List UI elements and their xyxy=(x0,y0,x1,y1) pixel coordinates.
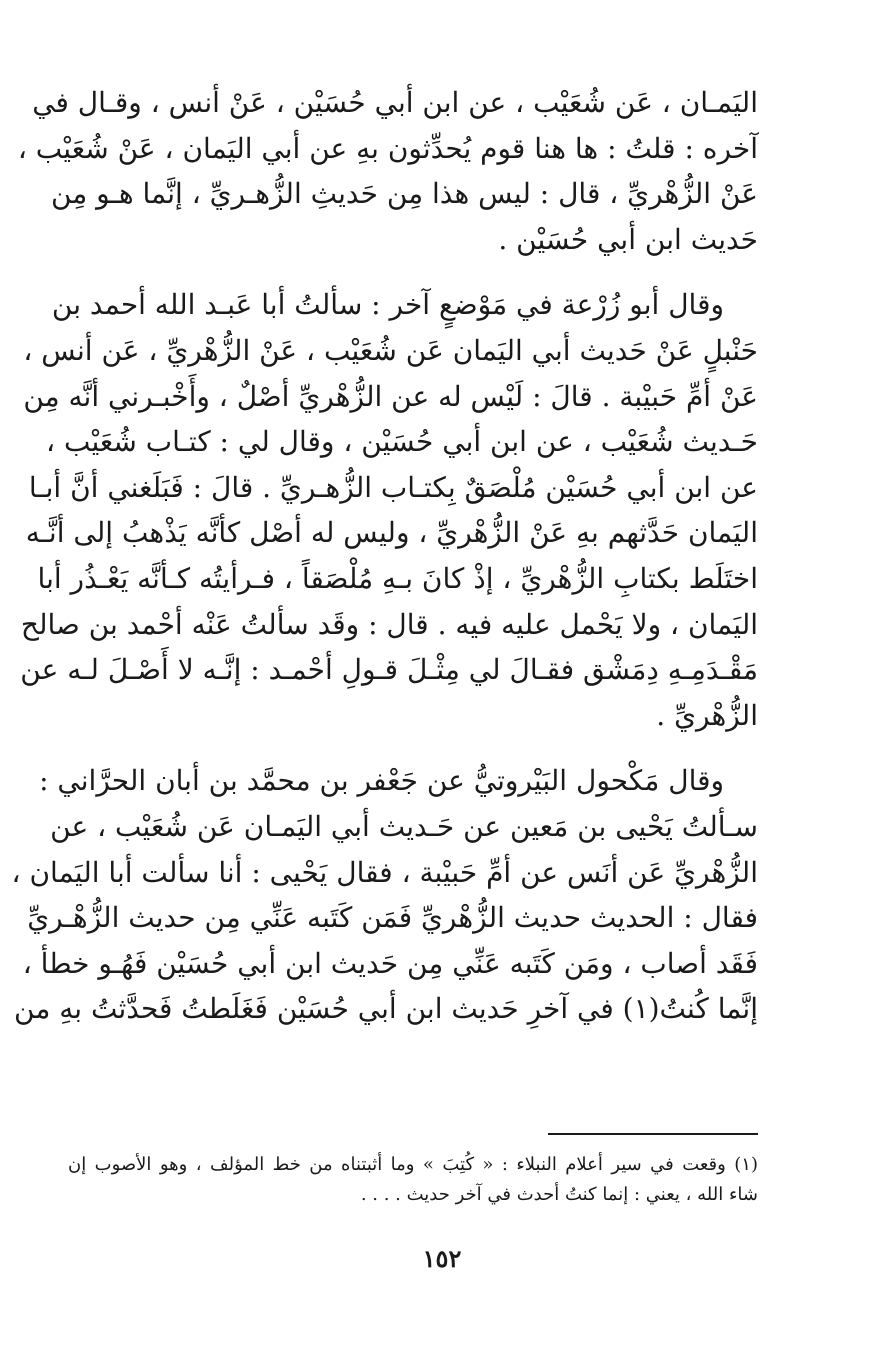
text-line: عَنْ الزُّهْريِّ ، قال : ليس هذا مِن حَديثِ الزُّهـريِّ ، إنَّما هـو مِن xyxy=(50,177,758,211)
text-line: حَـديث شُعَيْب ، عن ابن أبي حُسَيْن ، وقال لي : كتـاب شُعَيْب ، xyxy=(46,425,758,459)
text-line: فقال : الحديث حديث الزُّهْريِّ فَمَن كَتَبه عَنِّي مِن حديث الزُّهْـريِّ xyxy=(27,901,758,935)
text-line: الزُّهْريِّ عَن أنَس عن أمِّ حَبيْبة ، فقال يَحْيى : أنا سألت أبا اليَمان ، xyxy=(11,855,758,889)
text-line: وقال مَكْحول البَيْروتيُّ عن جَعْفر بن محمَّد بن أبان الحرَّاني : xyxy=(39,764,724,798)
page-number: ١٥٢ xyxy=(422,1244,462,1273)
text-line: الزُّهْريِّ . xyxy=(656,698,758,732)
footnote-line: شاء الله ، يعني : إنما كنتُ أحدث في آخر حديث . . . . xyxy=(360,1184,758,1205)
text-line: حَنْبلٍ عَنْ حَديث أبي اليَمان عَن شُعَيْب ، عَنْ الزُّهْريِّ ، عَن أنس ، xyxy=(23,333,758,367)
text-line: فَقَد أصاب ، ومَن كَتَبه عَنِّي مِن حَديث ابن أبي حُسَيْن فَهُـو خطأ ، xyxy=(22,946,758,980)
footnote-divider xyxy=(548,1133,758,1135)
text-line: إنَّما كُنتُ(١) في آخرِ حَديث ابن أبي حُسَيْن فَغَلَطتُ فَحدَّثتُ بهِ من xyxy=(14,992,758,1026)
text-line: سـألتُ يَحْيى بن مَعين عن حَـديث أبي اليَمـان عَن شُعَيْب ، عن xyxy=(50,809,758,843)
footnote-line: (١) وقعت في سير أعلام النبلاء : « كُتِبَ » وما أثبتناه من خط المؤلف ، وهو الأصوب إن xyxy=(68,1154,758,1175)
text-line: اليَمان ، ولا يَحْمل عليه فيه . قال : وقَد سألتُ عَنْه أحْمد بن صالح xyxy=(20,607,758,641)
main-text xyxy=(11,80,758,1032)
paragraph-1 xyxy=(17,80,758,262)
text-line: عن ابن أبي حُسَيْن مُلْصَقٌ بِكتـاب الزُّهـريِّ . قالَ : فَبَلَغني أنَّ أبـا xyxy=(28,470,758,504)
text-line: آخره : قلتُ : ها هنا قوم يُحدِّثون بهِ عن أبي اليَمان ، عَنْ شُعَيْب ، xyxy=(17,131,758,165)
text-line: اليَمـان ، عَن شُعَيْب ، عن ابن أبي حُسَيْن ، عَنْ أنس ، وقـال في xyxy=(32,86,758,119)
footnote xyxy=(68,1150,758,1210)
text-line: مَقْـدَمِـهِ دِمَشْق فقـالَ لي مِثْـلَ قـولِ أحْمـد : إنَّـه لا أَصْـلَ لـه عن xyxy=(20,653,758,687)
text-line: عَنْ أمِّ حَبيْبة . قالَ : لَيْس له عن الزُّهْريِّ أصْلٌ ، وأَخْبـرني أنَّه مِن xyxy=(23,379,758,413)
text-line: حَديث ابن أبي حُسَيْن . xyxy=(498,222,758,256)
text-line: وقال أبو زُرْعة في مَوْضعٍ آخر : سألتُ أبا عَبـد الله أحمد بن xyxy=(51,288,724,322)
text-line: اليَمان حَدَّثهم بهِ عَنْ الزُّهْريِّ ، وليس له أصْل كأنَّه يَذْهبُ إلى أنَّـه xyxy=(25,516,758,550)
text-line: اختَلَط بكتابِ الزُّهْريِّ ، إذْ كانَ بـهِ مُلْصَقاً ، فـرأيتُه كـأنَّه يَعْـذُر أبا xyxy=(37,561,758,595)
paragraph-3 xyxy=(11,758,758,1032)
paragraph-2 xyxy=(20,282,758,738)
